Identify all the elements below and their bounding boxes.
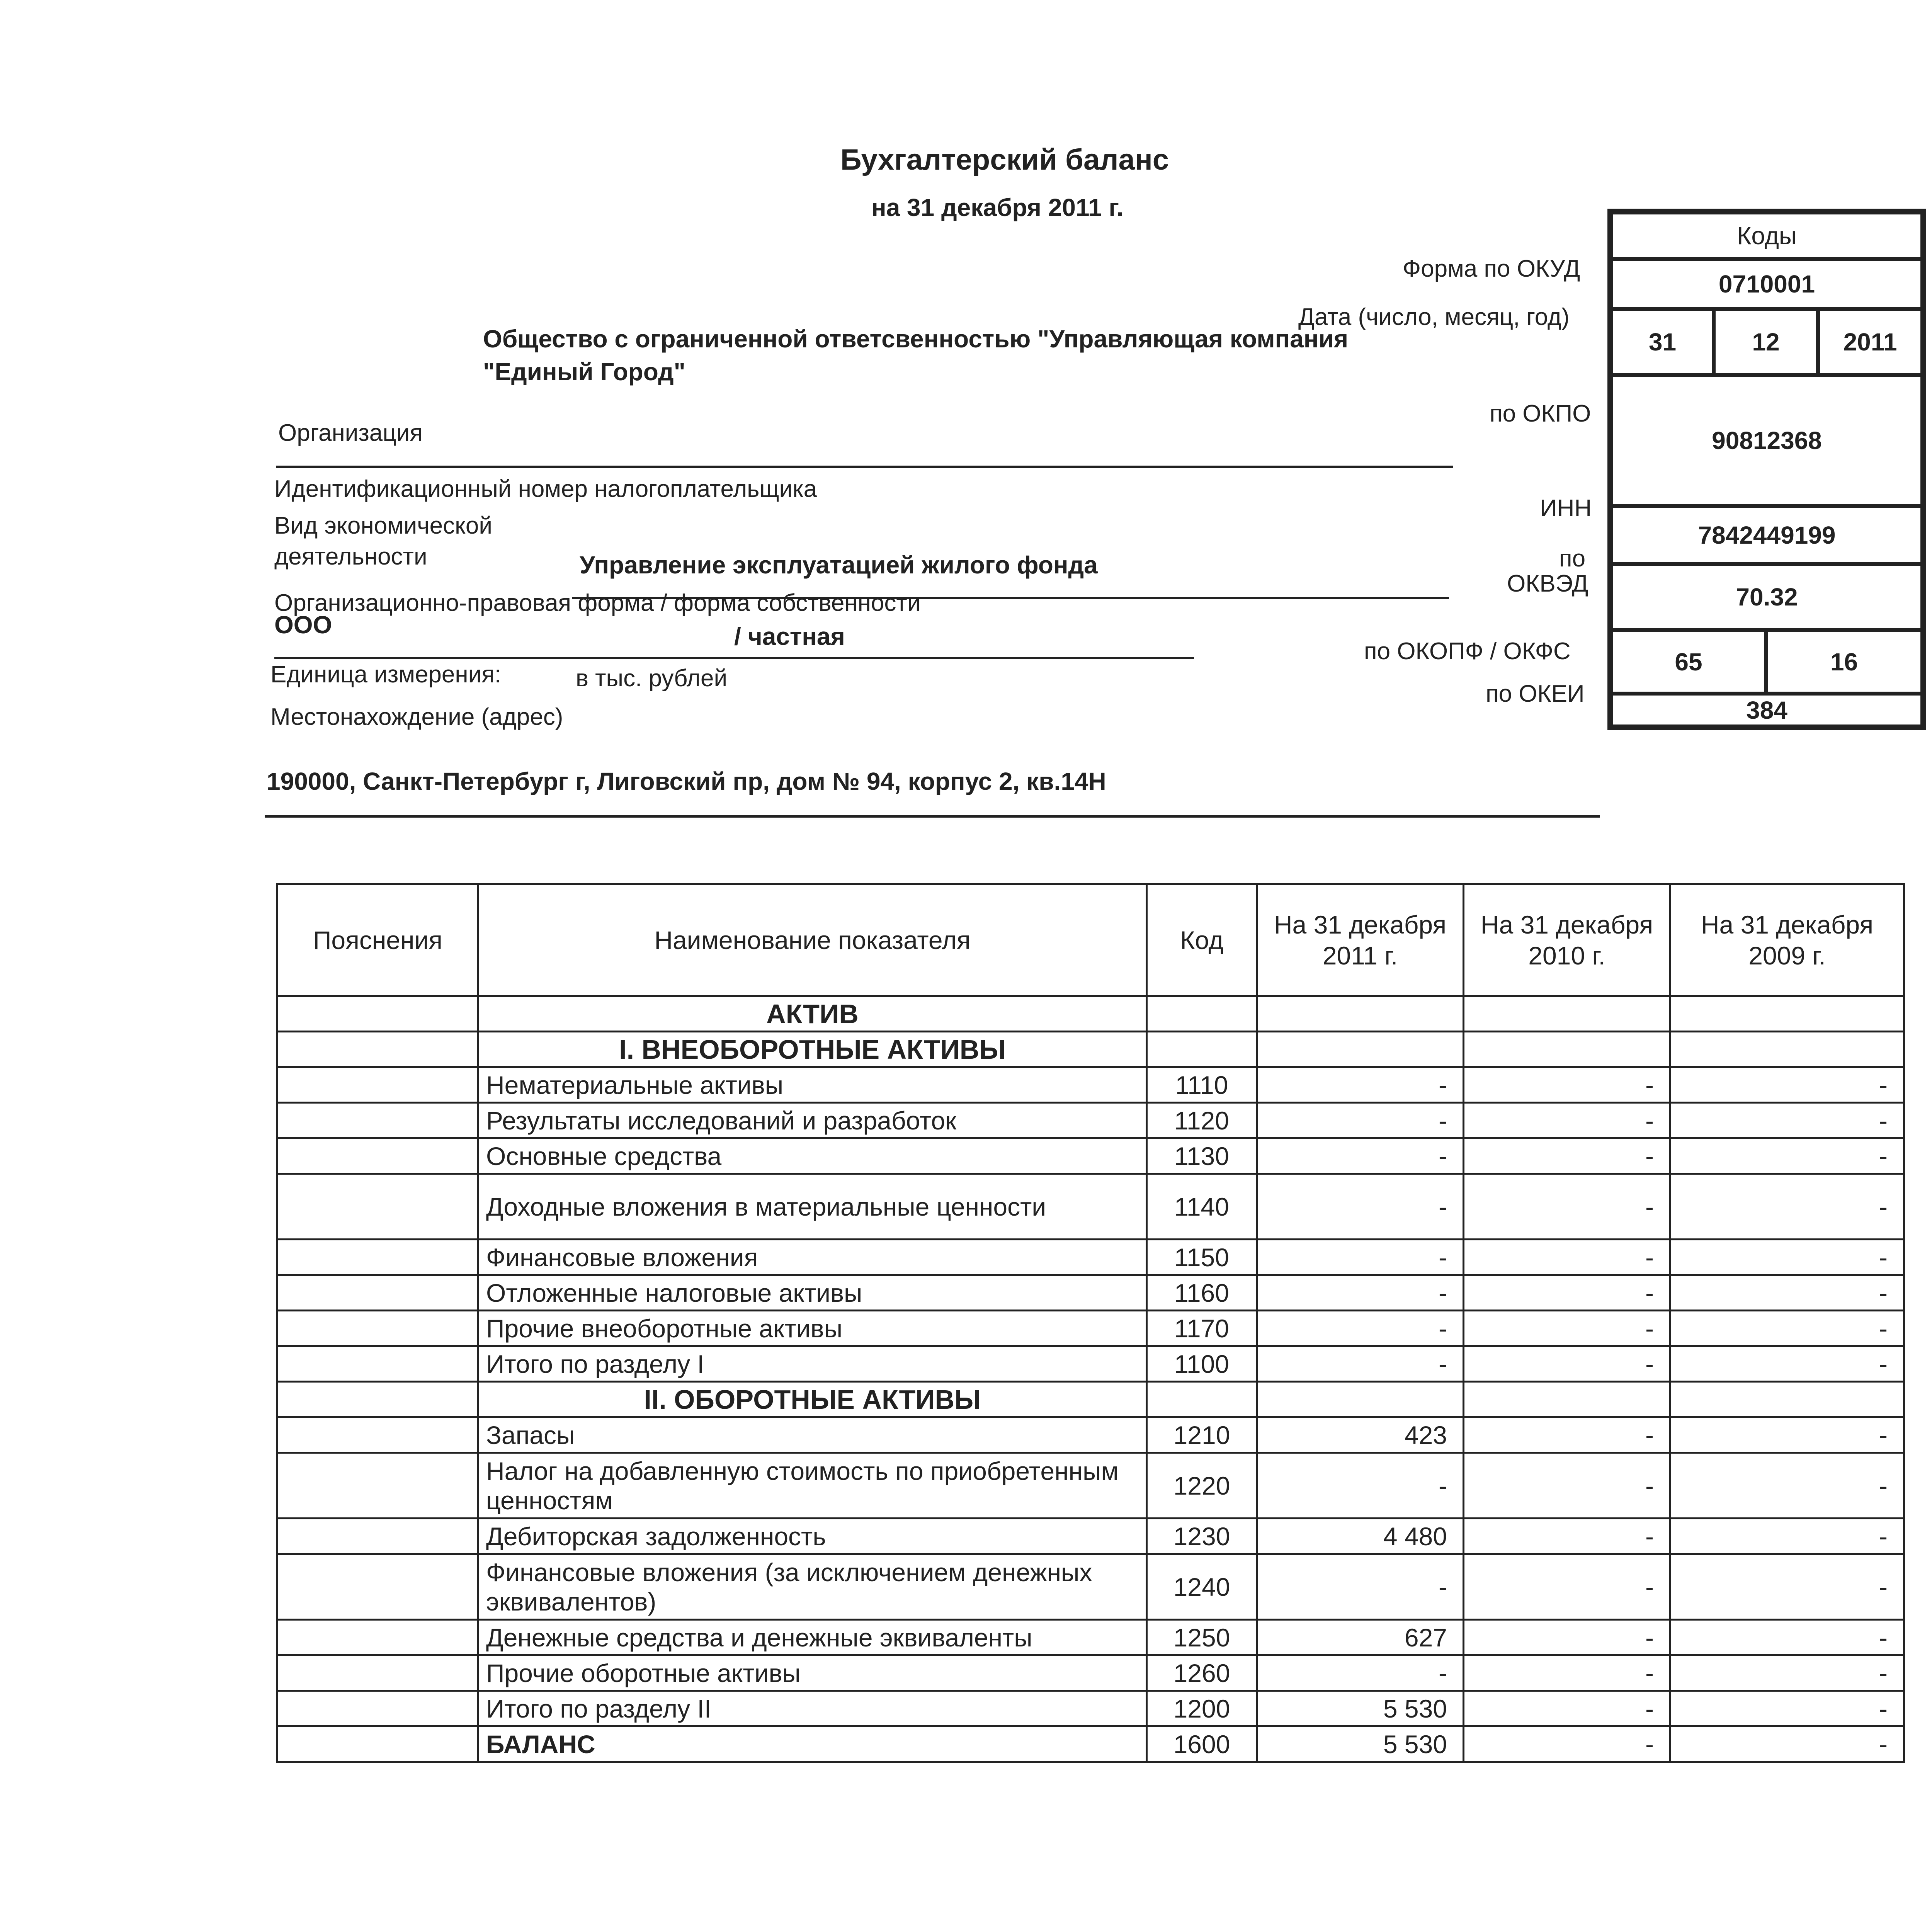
section-title: II. ОБОРОТНЫЕ АКТИВЫ bbox=[478, 1382, 1147, 1417]
code-cell bbox=[1147, 996, 1257, 1032]
table-row bbox=[277, 1554, 1904, 1620]
value-2009: - bbox=[1670, 1726, 1904, 1762]
header-2011: На 31 декабря 2011 г. bbox=[1257, 884, 1464, 996]
header-notes: Пояснения bbox=[277, 884, 478, 996]
indicator-name: Запасы bbox=[478, 1417, 1147, 1453]
indicator-code: 1250 bbox=[1147, 1620, 1257, 1655]
notes-cell bbox=[277, 1240, 478, 1275]
value-2009: - bbox=[1670, 1103, 1904, 1138]
okved-value: 70.32 bbox=[1611, 564, 1922, 630]
notes-cell bbox=[277, 1655, 478, 1691]
value-2010: - bbox=[1464, 1620, 1670, 1655]
value-2010: - bbox=[1464, 1726, 1670, 1762]
notes-cell bbox=[277, 1174, 478, 1240]
value-2010: - bbox=[1464, 1174, 1670, 1240]
value-2010: - bbox=[1464, 1453, 1670, 1519]
indicator-code: 1140 bbox=[1147, 1174, 1257, 1240]
value-2010: - bbox=[1464, 1275, 1670, 1311]
okei-value: 384 bbox=[1611, 694, 1922, 726]
section-title: АКТИВ bbox=[478, 996, 1147, 1032]
indicator-name: Дебиторская задолженность bbox=[478, 1519, 1147, 1554]
address-label: Местонахождение (адрес) bbox=[270, 704, 563, 730]
value-2009: - bbox=[1670, 1620, 1904, 1655]
value-2010: - bbox=[1464, 1519, 1670, 1554]
value-2010: - bbox=[1464, 1691, 1670, 1726]
indicator-name: Прочие оборотные активы bbox=[478, 1655, 1147, 1691]
value-2011: - bbox=[1257, 1067, 1464, 1103]
value-2009: - bbox=[1670, 1311, 1904, 1346]
indicator-name: Денежные средства и денежные эквиваленты bbox=[478, 1620, 1147, 1655]
header-code: Код bbox=[1147, 884, 1257, 996]
value-2010: - bbox=[1464, 1655, 1670, 1691]
value-cell bbox=[1257, 1032, 1464, 1067]
value-2011: - bbox=[1257, 1453, 1464, 1519]
value-2011: - bbox=[1257, 1138, 1464, 1174]
value-2010: - bbox=[1464, 1138, 1670, 1174]
okopf-value: 65 bbox=[1611, 630, 1766, 694]
org-name-line2: "Единый Город" bbox=[483, 358, 685, 386]
codes-heading: Коды bbox=[1611, 213, 1922, 259]
table-row bbox=[277, 1103, 1904, 1138]
notes-cell bbox=[277, 1275, 478, 1311]
value-2010: - bbox=[1464, 1554, 1670, 1620]
notes-cell bbox=[277, 1519, 478, 1554]
value-2011: - bbox=[1257, 1346, 1464, 1382]
indicator-name: Итого по разделу I bbox=[478, 1346, 1147, 1382]
notes-cell bbox=[277, 1453, 478, 1519]
table-row bbox=[277, 1417, 1904, 1453]
notes-cell bbox=[277, 1726, 478, 1762]
date-day: 31 bbox=[1611, 309, 1714, 375]
legal-form-value: ООО bbox=[274, 611, 332, 639]
value-2011: - bbox=[1257, 1554, 1464, 1620]
notes-cell bbox=[277, 1417, 478, 1453]
value-2011: 5 530 bbox=[1257, 1691, 1464, 1726]
value-2009: - bbox=[1670, 1453, 1904, 1519]
okud-label: Форма по ОКУД bbox=[1403, 255, 1580, 282]
notes-cell bbox=[277, 1620, 478, 1655]
notes-cell bbox=[277, 1311, 478, 1346]
indicator-code: 1240 bbox=[1147, 1554, 1257, 1620]
value-cell bbox=[1464, 996, 1670, 1032]
value-2011: 4 480 bbox=[1257, 1519, 1464, 1554]
date-month: 12 bbox=[1714, 309, 1818, 375]
table-row bbox=[277, 1655, 1904, 1691]
table-row bbox=[277, 1453, 1904, 1519]
balance-table-body bbox=[277, 996, 1904, 1762]
table-row bbox=[277, 1138, 1904, 1174]
table-row bbox=[277, 1174, 1904, 1240]
value-2009: - bbox=[1670, 1138, 1904, 1174]
inn-label: Идентификационный номер налогоплательщика bbox=[274, 476, 817, 502]
okopf-label: по ОКОПФ / ОКФС bbox=[1364, 638, 1571, 665]
org-underline bbox=[276, 466, 1453, 468]
indicator-name: Налог на добавленную стоимость по приобретенным ценностям bbox=[478, 1453, 1147, 1519]
okpo-label: по ОКПО bbox=[1490, 400, 1591, 427]
activity-value: Управление эксплуатацией жилого фонда bbox=[580, 551, 1098, 579]
notes-cell bbox=[277, 1032, 478, 1067]
indicator-name: БАЛАНС bbox=[478, 1726, 1147, 1762]
indicator-name: Финансовые вложения bbox=[478, 1240, 1147, 1275]
value-2010: - bbox=[1464, 1346, 1670, 1382]
activity-label-1: Вид экономической bbox=[274, 512, 493, 539]
value-2009: - bbox=[1670, 1519, 1904, 1554]
indicator-code: 1160 bbox=[1147, 1275, 1257, 1311]
value-2009: - bbox=[1670, 1067, 1904, 1103]
notes-cell bbox=[277, 1691, 478, 1726]
inn-code-label: ИНН bbox=[1540, 495, 1592, 522]
value-2009: - bbox=[1670, 1346, 1904, 1382]
value-cell bbox=[1670, 1032, 1904, 1067]
org-label: Организация bbox=[278, 420, 423, 446]
table-row bbox=[277, 1691, 1904, 1726]
value-2009: - bbox=[1670, 1240, 1904, 1275]
indicator-code: 1130 bbox=[1147, 1138, 1257, 1174]
value-2009: - bbox=[1670, 1655, 1904, 1691]
indicator-name: Основные средства bbox=[478, 1138, 1147, 1174]
value-2010: - bbox=[1464, 1417, 1670, 1453]
value-2010: - bbox=[1464, 1103, 1670, 1138]
value-2010: - bbox=[1464, 1240, 1670, 1275]
notes-cell bbox=[277, 1554, 478, 1620]
value-cell bbox=[1464, 1382, 1670, 1417]
org-name-line1: Общество с ограниченной ответсвенностью "Управляющая компания bbox=[483, 325, 1349, 353]
indicator-code: 1150 bbox=[1147, 1240, 1257, 1275]
table-row bbox=[277, 1519, 1904, 1554]
table-row bbox=[277, 1311, 1904, 1346]
address-value: 190000, Санкт-Петербург г, Лиговский пр, дом № 94, корпус 2, кв.14Н bbox=[267, 767, 1106, 795]
indicator-code: 1210 bbox=[1147, 1417, 1257, 1453]
table-row bbox=[277, 1067, 1904, 1103]
indicator-code: 1120 bbox=[1147, 1103, 1257, 1138]
indicator-name: Отложенные налоговые активы bbox=[478, 1275, 1147, 1311]
section-title: I. ВНЕОБОРОТНЫЕ АКТИВЫ bbox=[478, 1032, 1147, 1067]
indicator-code: 1200 bbox=[1147, 1691, 1257, 1726]
value-2009: - bbox=[1670, 1174, 1904, 1240]
section-row bbox=[277, 996, 1904, 1032]
code-cell bbox=[1147, 1032, 1257, 1067]
value-2011: 627 bbox=[1257, 1620, 1464, 1655]
notes-cell bbox=[277, 1346, 478, 1382]
table-row bbox=[277, 1275, 1904, 1311]
header-2010: На 31 декабря 2010 г. bbox=[1464, 884, 1670, 996]
activity-label-2: деятельности bbox=[274, 543, 427, 570]
date-year: 2011 bbox=[1818, 309, 1922, 375]
indicator-name: Нематериальные активы bbox=[478, 1067, 1147, 1103]
indicator-name: Финансовые вложения (за исключением денежных эквивалентов) bbox=[478, 1554, 1147, 1620]
document-date: на 31 декабря 2011 г. bbox=[871, 194, 1124, 221]
document-title: Бухгалтерский баланс bbox=[840, 143, 1169, 176]
indicator-code: 1230 bbox=[1147, 1519, 1257, 1554]
value-2009: - bbox=[1670, 1554, 1904, 1620]
date-code-label: Дата (число, месяц, год) bbox=[1298, 304, 1570, 330]
indicator-name: Результаты исследований и разработок bbox=[478, 1103, 1147, 1138]
header-indicator: Наименование показателя bbox=[478, 884, 1147, 996]
ownership-value: / частная bbox=[734, 622, 845, 650]
value-2011: 5 530 bbox=[1257, 1726, 1464, 1762]
address-underline bbox=[265, 815, 1600, 818]
value-2011: - bbox=[1257, 1311, 1464, 1346]
value-2010: - bbox=[1464, 1067, 1670, 1103]
unit-value: в тыс. рублей bbox=[576, 665, 728, 692]
value-2009: - bbox=[1670, 1275, 1904, 1311]
legal-form-label: Организационно-правовая форма / форма собственности bbox=[274, 590, 921, 616]
value-2011: - bbox=[1257, 1174, 1464, 1240]
indicator-code: 1260 bbox=[1147, 1655, 1257, 1691]
okved-label-2: ОКВЭД bbox=[1507, 570, 1588, 597]
header-2009: На 31 декабря 2009 г. bbox=[1670, 884, 1904, 996]
indicator-code: 1600 bbox=[1147, 1726, 1257, 1762]
okfs-value: 16 bbox=[1766, 630, 1922, 694]
indicator-name: Прочие внеоборотные активы bbox=[478, 1311, 1147, 1346]
okei-label: по ОКЕИ bbox=[1486, 680, 1585, 707]
table-row bbox=[277, 1346, 1904, 1382]
okud-value: 0710001 bbox=[1611, 259, 1922, 309]
notes-cell bbox=[277, 1382, 478, 1417]
value-2011: - bbox=[1257, 1240, 1464, 1275]
code-cell bbox=[1147, 1382, 1257, 1417]
section-row bbox=[277, 1382, 1904, 1417]
indicator-code: 1110 bbox=[1147, 1067, 1257, 1103]
notes-cell bbox=[277, 996, 478, 1032]
okpo-value: 90812368 bbox=[1611, 375, 1922, 506]
value-cell bbox=[1257, 996, 1464, 1032]
table-row bbox=[277, 1240, 1904, 1275]
indicator-code: 1100 bbox=[1147, 1346, 1257, 1382]
legal-form-underline bbox=[274, 657, 1194, 659]
section-row bbox=[277, 1032, 1904, 1067]
notes-cell bbox=[277, 1103, 478, 1138]
inn-value: 7842449199 bbox=[1611, 506, 1922, 564]
value-2009: - bbox=[1670, 1417, 1904, 1453]
balance-table bbox=[276, 883, 1905, 1763]
okved-label-1: по bbox=[1559, 545, 1586, 572]
value-2009: - bbox=[1670, 1691, 1904, 1726]
value-cell bbox=[1464, 1032, 1670, 1067]
value-cell bbox=[1257, 1382, 1464, 1417]
value-2011: 423 bbox=[1257, 1417, 1464, 1453]
table-row bbox=[277, 1620, 1904, 1655]
indicator-code: 1220 bbox=[1147, 1453, 1257, 1519]
value-cell bbox=[1670, 996, 1904, 1032]
value-cell bbox=[1670, 1382, 1904, 1417]
value-2011: - bbox=[1257, 1275, 1464, 1311]
value-2011: - bbox=[1257, 1655, 1464, 1691]
unit-label: Единица измерения: bbox=[270, 661, 502, 688]
codes-box bbox=[1607, 209, 1926, 730]
table-row bbox=[277, 1726, 1904, 1762]
value-2010: - bbox=[1464, 1311, 1670, 1346]
indicator-code: 1170 bbox=[1147, 1311, 1257, 1346]
value-2011: - bbox=[1257, 1103, 1464, 1138]
notes-cell bbox=[277, 1067, 478, 1103]
notes-cell bbox=[277, 1138, 478, 1174]
indicator-name: Итого по разделу II bbox=[478, 1691, 1147, 1726]
indicator-name: Доходные вложения в материальные ценности bbox=[478, 1174, 1147, 1240]
